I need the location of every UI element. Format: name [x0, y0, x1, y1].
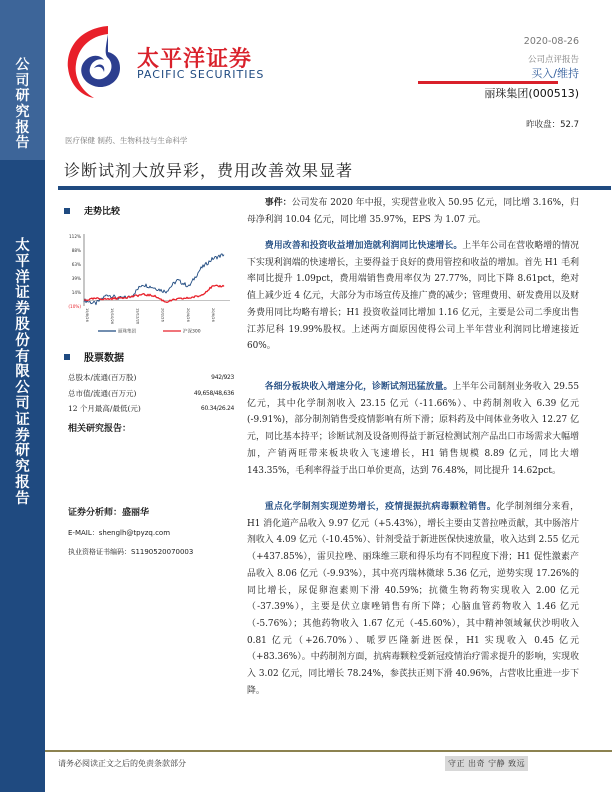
table-row: [68, 370, 234, 386]
table-row: [68, 401, 234, 417]
stock-name-code: 丽珠集团(000513): [484, 87, 579, 100]
paragraph-lead: 费用改善和投资收益增加造就利润同比快速增长。: [264, 241, 463, 251]
stock-data-table: [68, 370, 234, 417]
footer-motto: 守正 出奇 宁静 致远: [445, 756, 528, 771]
body-paragraph-chemical: [247, 499, 579, 699]
industry-category: 医疗保健 制药、生物科技与生命科学: [65, 136, 188, 145]
paragraph-lead: 各细分板块收入增速分化，诊断试剂迅猛放量。: [264, 382, 453, 392]
svg-text:20/2/26: 20/2/26: [160, 308, 165, 322]
pacific-securities-logo-icon: [64, 24, 124, 100]
previous-close: 昨收盘：52.7: [526, 120, 579, 130]
analyst-certificate: [68, 547, 193, 557]
analyst-email[interactable]: E-MAIL：shenglh@tpyzq.com: [68, 529, 171, 537]
square-bullet-icon: [64, 354, 70, 360]
svg-text:112%: 112%: [69, 234, 81, 239]
svg-text:39%: 39%: [71, 275, 81, 281]
body-paragraph-event: [247, 195, 579, 228]
certificate-label: 执业资格证书编码：: [68, 548, 131, 556]
svg-text:20/6/26: 20/6/26: [211, 308, 215, 322]
sidebar-report-type-label: 公 司 研 究 报 告: [15, 57, 30, 152]
svg-text:88%: 88%: [71, 247, 81, 253]
paragraph-text: 公司发布 2020 年中报，实现营业收入 50.95 亿元，同比增 3.16%，归母净利润 10.04 亿元，同比增 35.97%，EPS 为 1.07 元。: [247, 198, 579, 225]
row-label: 12 个月最高/最低(元): [68, 404, 141, 414]
report-title: 诊断试剂大放异彩，费用改善效果显著: [64, 161, 354, 180]
svg-text:19/12/26: 19/12/26: [135, 308, 140, 325]
svg-text:(10%): (10%): [68, 304, 81, 309]
svg-text:沪深300: 沪深300: [183, 329, 201, 335]
trend-comparison-chart: [58, 226, 238, 341]
paragraph-lead: 重点化学制剂实现逆势增长，疫情提振抗病毒颗粒销售。: [264, 502, 497, 512]
paragraph-text: 上半年公司在营收略增的情况下实现利润端的快速增长，主要得益于良好的费用管控和收益的增加。首先 H1 毛利率同比提升 1.09pct，费用端销售费用率仅为 27.77%，同比下降 8.61pct，绝对值上减少近 4 亿元，大部分为市场宣传及推广费的减少；管理费用、研发费用以及财务费用同比均略有增长；H1 投资收益同比增加 1.16 亿元，主要是公司二季度出售江苏尼科 19.99%股权。上述两方面原因使得公司上半年营业利润同比增速接近 60%。: [247, 241, 580, 352]
title-divider: [58, 186, 611, 190]
row-value: 942/923: [211, 374, 234, 382]
sidebar-company-label: 太 平 洋 证 券 股 份 有 限 公 司 证 券 研 究 报 告: [15, 237, 30, 507]
paragraph-text: 化学制剂细分来看，H1 消化道产品收入 9.97 亿元（+5.43%），增长主要由艾普拉唑贡献，其中肠溶片剂收入 4.09 亿元（-10.45%）、针剂受益于新进医保快速放量，收入达到 2.55 亿元（+437.85%），雷贝拉唑、丽珠维三联和得乐均有不同程度下滑；H1 促性激素产品收入 8.06 亿元（-9.93%），其中亮丙瑞林微球 5.36 亿元，逆势实现 17.26%的同比增长，尿促卵泡素则下滑 40.59%；抗微生物药物实现收入 2.00 亿元（-37.39%），主要是伏立康唑销售有所下降；心脑血管药物收入 1.46 亿元（-5.76%）；其他药物收入 1.67 亿元（-45.60%），其中精神领域氟伏沙明收入 0.81 亿元（+26.70%）、哌罗匹隆新进医保，H1 实现收入 0.45 亿元（+83.36%）。中药制剂方面，抗病毒颗粒受新冠疫情治疗需求提升的影响，实现收入 3.02 亿元，同比增长 78.24%，参芪扶正则下滑 40.96%，占营收比重进一步下降。: [247, 502, 580, 696]
row-label: 总市值/流通(百万元): [68, 388, 137, 398]
brand-name-en: PACIFIC SECURITIES: [137, 68, 265, 81]
analyst-name: 证券分析师：盛丽华: [68, 508, 150, 518]
footer-divider: [45, 750, 612, 752]
row-value: 60.34/26.24: [200, 405, 234, 413]
svg-text:20/4/26: 20/4/26: [185, 308, 190, 322]
svg-text:19/8/26: 19/8/26: [85, 308, 89, 322]
svg-text:14%: 14%: [71, 290, 81, 296]
svg-text:丽珠集团: 丽珠集团: [118, 329, 136, 335]
svg-text:19/10/26: 19/10/26: [110, 308, 115, 325]
paragraph-lead: 事件：: [264, 198, 292, 208]
footer-disclaimer: 请务必阅读正文之后的免责条款部分: [58, 759, 186, 768]
svg-text:63%: 63%: [71, 262, 81, 268]
stock-data-heading: [64, 349, 124, 364]
row-label: 总股本/流通(百万股): [68, 373, 137, 383]
stock-data-label: 股票数据: [84, 353, 124, 364]
brand-name-cn: 太平洋证券: [137, 47, 253, 72]
report-type: 公司点评报告: [527, 55, 579, 65]
rating-divider: [418, 81, 558, 84]
body-paragraph-profit: [247, 238, 579, 355]
trend-comparison-label: 走势比较: [84, 207, 121, 217]
square-bullet-icon: [64, 208, 70, 214]
certificate-number: S1190520070003: [131, 548, 194, 556]
rating-badge: 买入/维持: [531, 67, 579, 80]
related-reports-heading: 相关研究报告：: [68, 424, 132, 434]
paragraph-text: 上半年公司制剂业务收入 29.55 亿元，其中化学制剂收入 23.15 亿元（-11.66%）、中药制剂收入 6.39 亿元(-9.91%)，部分制剂销售受疫情影响有所下滑；原料药及中间体业务收入 12.27 亿元，同比基本持平；诊断试剂及设备则得益于新冠检测试剂产品出口市场需求大幅增加，产销两旺带来板块收入飞速增长，H1 销售规模 8.89 亿元，同比大增 143.35%，毛利率得益于出口单价更高，达到 76.48%，同比提升 14.62pct。: [247, 382, 580, 476]
trend-comparison-heading: [64, 204, 120, 217]
body-paragraph-segments: [247, 379, 579, 479]
report-date: 2020-08-26: [523, 36, 579, 47]
table-row: [68, 386, 234, 402]
row-value: 49,658/48,636: [193, 389, 234, 397]
